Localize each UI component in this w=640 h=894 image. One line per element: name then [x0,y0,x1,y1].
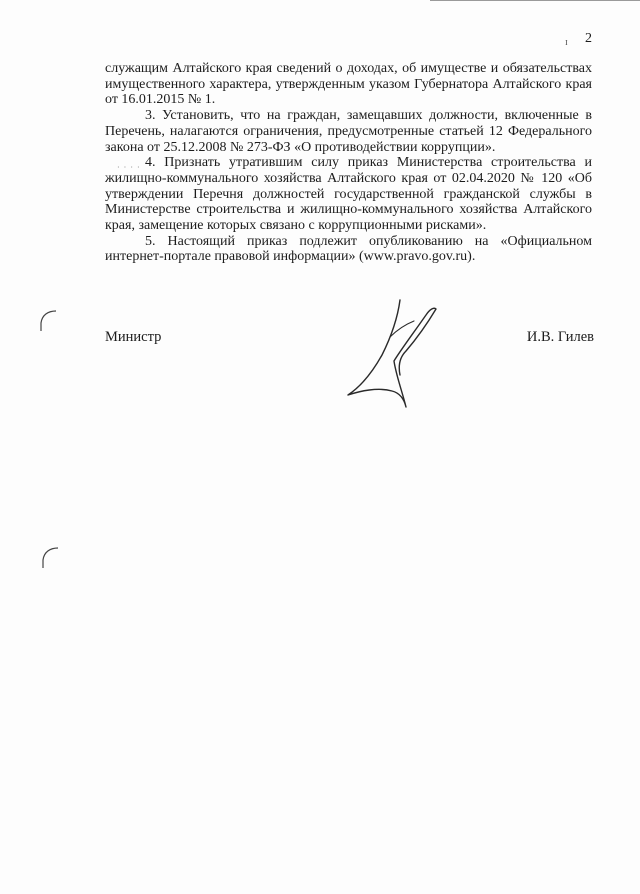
handwritten-signature [330,295,450,415]
signer-name: И.В. Гилев [526,329,594,345]
punch-hole-mark [36,307,62,333]
document-body [105,61,592,265]
scan-speckles: · · · · [117,163,141,172]
scan-tick-mark: ɪ [565,37,568,48]
paragraph-item-3: 3. Установить, что на граждан, замещавших должности, включенные в Перечень, налагаются ограничения, предусмотренные статьей 12 Федерального закона от 25.12.2008 № 273-ФЗ «О противодействии коррупции». [105,108,592,155]
paragraph-item-5: 5. Настоящий приказ подлежит опубликованию на «Официальном интернет-портале правовой информации» (www.pravo.gov.ru). [105,233,592,265]
punch-hole-mark [38,544,64,570]
paragraph-continuation: служащим Алтайского края сведений о доходах, об имуществе и обязательствах имущественного характера, утвержденным указом Губернатора Алтайского края от 16.01.2015 № 1. [105,61,592,108]
paragraph-item-4: 4. Признать утратившим силу приказ Министерства строительства и жилищно-коммунального хозяйства Алтайского края от 02.04.2020 № 120 «Об утверждении Перечня должностей государственной гражданской службы в Министерстве строительства и жилищно-коммунального хозяйства Алтайского края, замещение которых связано с коррупционными рисками». [105,155,592,234]
signer-position: Министр [105,329,162,345]
scan-edge-line [430,0,640,1]
page-number: 2 [585,31,592,46]
